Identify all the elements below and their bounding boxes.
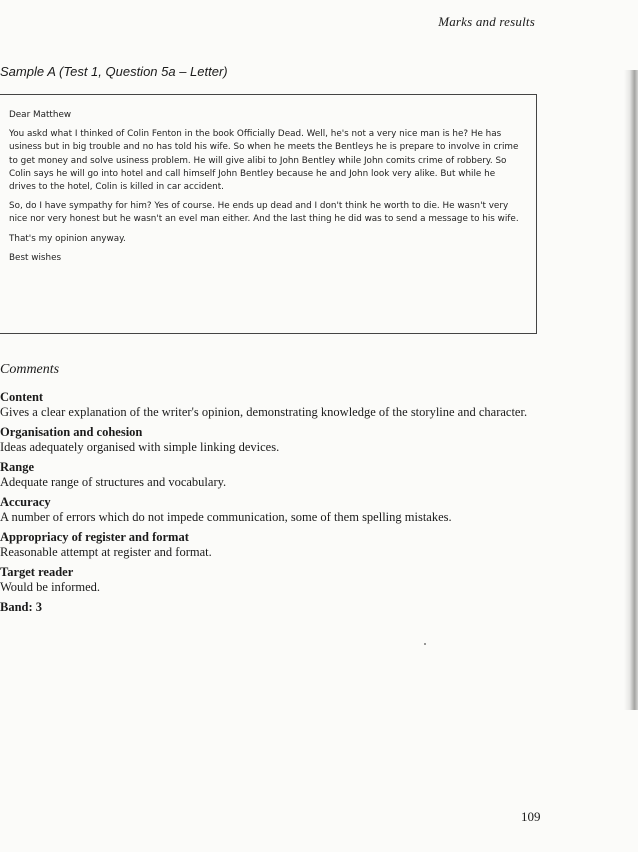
comment-text: Gives a clear explanation of the writer's opinion, demonstrating knowledge of the storyline and character.	[0, 405, 528, 419]
comment-text: Reasonable attempt at register and format.	[0, 545, 212, 559]
comment-label: Accuracy	[0, 495, 51, 509]
comment-item	[0, 565, 548, 595]
comment-text: Ideas adequately organised with simple linking devices.	[0, 440, 280, 454]
comment-item	[0, 390, 548, 420]
sample-heading: Sample A (Test 1, Question 5a – Letter)	[0, 64, 228, 79]
comment-text: A number of errors which do not impede communication, some of them spelling mistakes.	[0, 510, 452, 524]
comment-label: Content	[0, 390, 44, 404]
comments-title: Comments	[0, 362, 60, 377]
letter-paragraph: That's my opinion anyway.	[9, 233, 126, 244]
band-score: Band: 3	[0, 600, 43, 614]
comment-item	[0, 495, 548, 525]
comment-label: Appropriacy of register and format	[0, 530, 189, 544]
letter-salutation: Dear Matthew	[9, 110, 72, 120]
comments-section	[0, 390, 548, 620]
letter-paragraph: You askd what I thinked of Colin Fenton in the book Officially Dead. Well, he's not a very nice man is he? He has usiness but in big trouble and no has told his wife. So when he meets the Bentleys he is prepare to involve in crime to get money and solve usiness problem. He will give alibi to John Bentley while John comits crime of robbery. So Colin says he will go into hotel and call himself John Bentley because he and John look very alike. But while he drives to the hotel, Colin is killed in car accident.	[9, 129, 519, 193]
page-number: 109	[521, 809, 541, 824]
comment-label: Range	[0, 460, 35, 474]
letter-box	[0, 94, 537, 334]
letter-signoff: Best wishes	[9, 252, 62, 263]
running-head: Marks and results	[438, 14, 535, 29]
page-edge-shadow	[624, 70, 638, 710]
scan-speck	[424, 643, 426, 645]
comment-item	[0, 460, 548, 490]
comment-label: Target reader	[0, 565, 74, 579]
comment-text: Would be informed.	[0, 580, 101, 594]
comment-item	[0, 530, 548, 560]
comment-text: Adequate range of structures and vocabulary.	[0, 475, 227, 489]
comment-label: Organisation and cohesion	[0, 425, 143, 439]
letter-paragraph: So, do I have sympathy for him? Yes of course. He ends up dead and I don't think he worth to die. He wasn't very nice nor very honest but he wasn't an evel man either. And the last thing he did was to send a message to his wife.	[9, 201, 519, 225]
comment-item	[0, 425, 548, 455]
